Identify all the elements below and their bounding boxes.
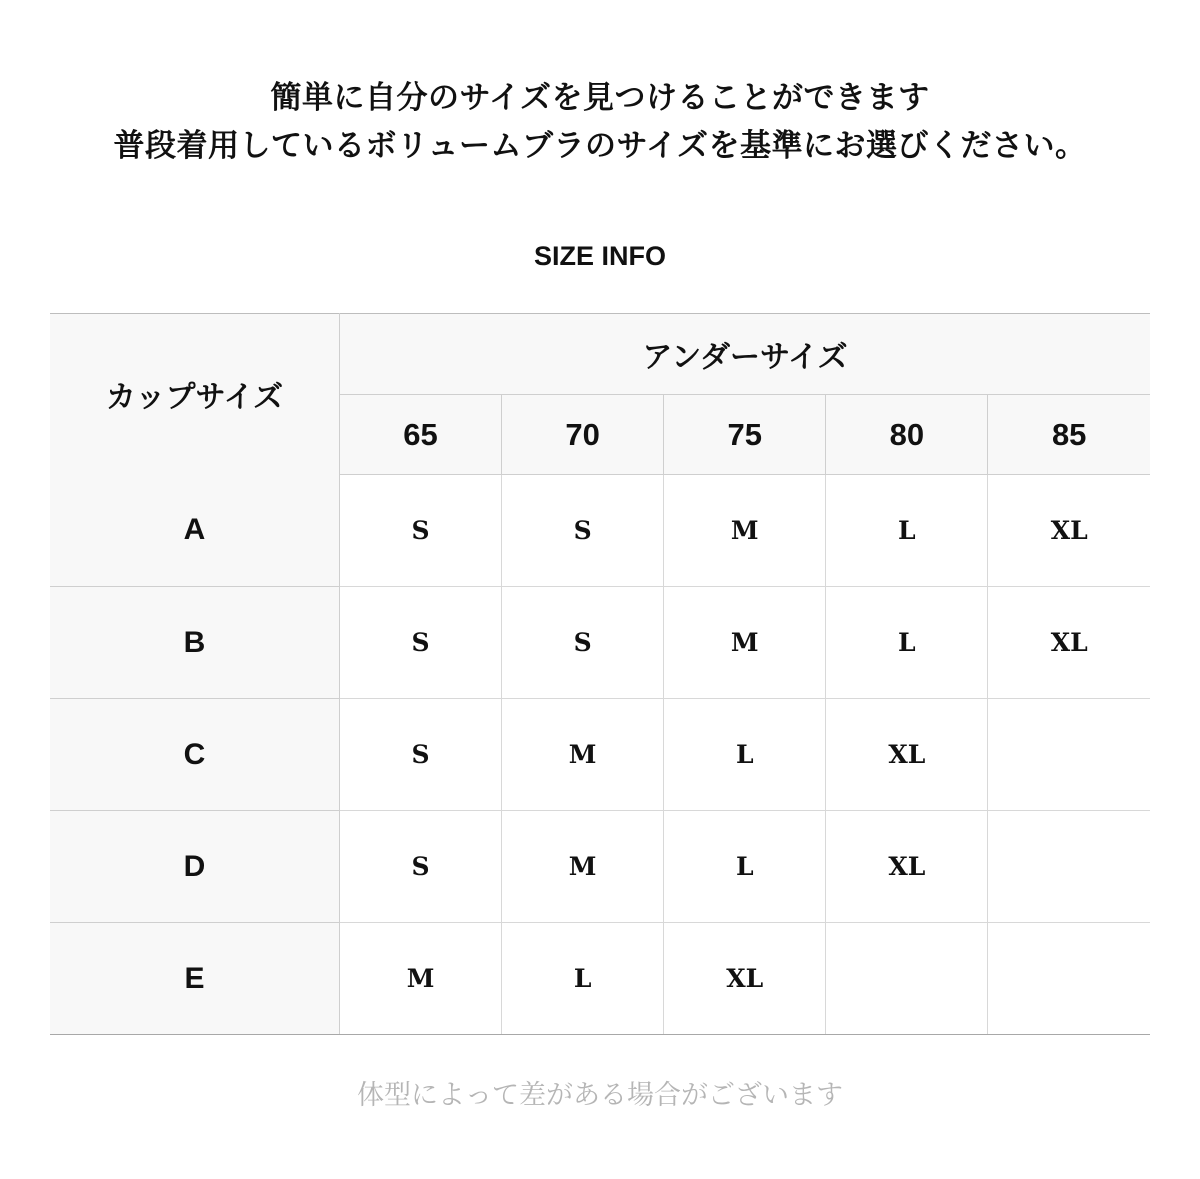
size-cell: L: [502, 923, 664, 1035]
section-title: SIZE INFO: [533, 241, 666, 271]
size-cell: [988, 811, 1150, 923]
size-cell: L: [826, 475, 988, 587]
under-size-85: 85: [988, 395, 1150, 475]
cup-label: D: [50, 811, 340, 923]
cup-label: A: [50, 475, 340, 587]
cup-label: C: [50, 699, 340, 811]
size-cell: L: [664, 811, 826, 923]
size-cell: S: [340, 587, 502, 699]
table-header-row: [50, 314, 1150, 395]
size-cell: M: [664, 475, 826, 587]
under-size-70: 70: [502, 395, 664, 475]
table-row: [50, 587, 1150, 699]
table-row: [50, 475, 1150, 587]
cup-label: E: [50, 923, 340, 1035]
size-cell: XL: [826, 699, 988, 811]
size-cell: M: [664, 587, 826, 699]
size-cell: S: [502, 475, 664, 587]
cup-size-header: カップサイズ: [50, 314, 340, 475]
under-size-header: アンダーサイズ: [340, 314, 1151, 395]
under-size-75: 75: [664, 395, 826, 475]
size-cell: M: [502, 699, 664, 811]
size-cell: S: [340, 811, 502, 923]
cup-label: B: [50, 587, 340, 699]
size-chart-table: [50, 313, 1150, 1035]
size-cell: XL: [826, 811, 988, 923]
size-cell: [988, 699, 1150, 811]
size-cell: [988, 923, 1150, 1035]
intro-text: [0, 74, 1200, 170]
under-size-80: 80: [826, 395, 988, 475]
size-cell: M: [502, 811, 664, 923]
size-cell: L: [826, 587, 988, 699]
footnote: 体型によって差がある場合がございます: [357, 1080, 843, 1111]
size-cell: L: [664, 699, 826, 811]
size-cell: [826, 923, 988, 1035]
size-cell: XL: [988, 587, 1150, 699]
size-cell: M: [340, 923, 502, 1035]
size-cell: S: [340, 475, 502, 587]
under-size-65: 65: [340, 395, 502, 475]
intro-line-2: 普段着用しているボリュームブラのサイズを基準にお選びください。: [113, 128, 1087, 164]
size-cell: XL: [988, 475, 1150, 587]
table-row: [50, 699, 1150, 811]
size-cell: S: [340, 699, 502, 811]
size-cell: XL: [664, 923, 826, 1035]
size-cell: S: [502, 587, 664, 699]
table-row: [50, 811, 1150, 923]
intro-line-1: 簡単に自分のサイズを見つけることができます: [270, 80, 930, 116]
table-row: [50, 923, 1150, 1035]
